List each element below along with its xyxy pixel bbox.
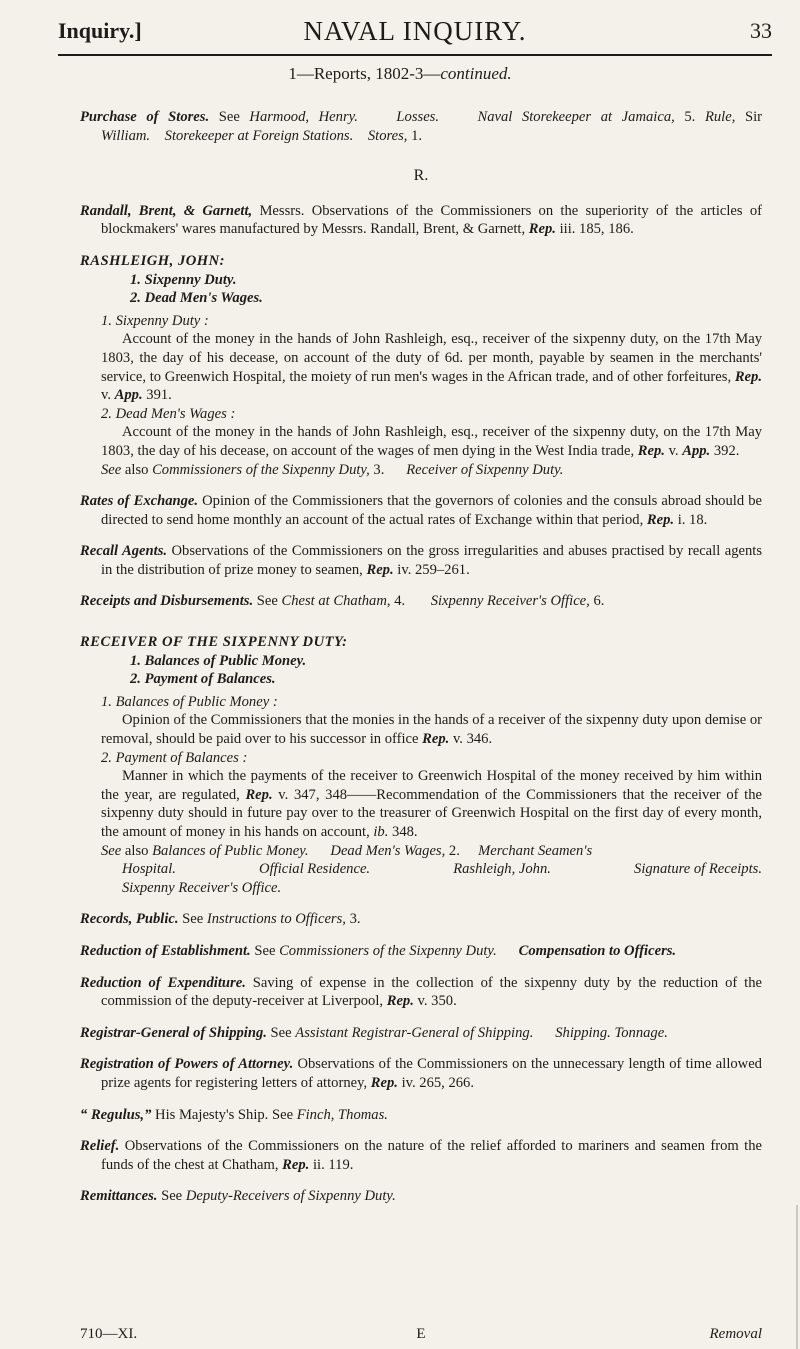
cross-reference: Sixpenny Receiver's Office, (430, 593, 590, 610)
see-text: See (101, 842, 122, 859)
subhead-italic: continued. (440, 64, 512, 83)
entry-receiver-heading (80, 633, 762, 652)
ref-number: 5. (674, 109, 696, 125)
see-also-line (80, 842, 762, 861)
section-subhead (0, 64, 800, 84)
header-rule (58, 54, 772, 56)
see-text: also (121, 461, 153, 478)
entry-recall-agents (80, 542, 762, 579)
rep-pages: 392. (710, 442, 740, 459)
entry-regulus (80, 1106, 762, 1125)
cross-reference: Tonnage. (614, 1024, 668, 1041)
cross-reference: Shipping. (555, 1024, 611, 1041)
cross-reference: William. (101, 127, 151, 144)
rep-volume: v. (664, 442, 683, 459)
catchword: Removal (709, 1326, 762, 1342)
see-text: See (250, 942, 280, 959)
entry-rates-of-exchange (80, 492, 762, 529)
entry-title: Registration of Powers of Attorney. (80, 1056, 294, 1073)
entry-randall (80, 202, 762, 239)
entry-text: Observations of the Commissioners on the gross irregularities and abuses practised by recall agents in the distribution of prize money to seamen, (101, 543, 762, 578)
app-ref: App. (682, 442, 711, 459)
index-body (80, 108, 762, 1206)
entry-title: Rates of Exchange. (80, 493, 199, 510)
see-text: See (253, 593, 282, 610)
cross-reference: Finch, Thomas. (296, 1106, 388, 1123)
entry-text: Manner in which the payments of the receiver to Greenwich Hospital of the money received by him within the year, are regulated, (101, 768, 762, 803)
rep-pages: ii. 119. (309, 1156, 354, 1173)
cross-reference: Hospital. (122, 861, 176, 878)
see-text: See (178, 911, 207, 928)
entry-title: Remittances. (80, 1188, 158, 1205)
see-also-line-continued (80, 860, 762, 879)
entry-text: Opinion of the Commissioners that the governors of colonies and the consuls abroad should be directed to send home monthly an account of the actual rates of Exchange within that period, (101, 493, 762, 528)
ref-number: 4. (390, 593, 406, 610)
entry-reduction-of-establishment (80, 942, 762, 961)
entry-title: Receipts and Disbursements. (80, 593, 254, 610)
cross-reference: Receiver of Sixpenny Duty. (406, 461, 564, 478)
ref-number: 3. (345, 911, 361, 928)
entry-title: Purchase of Stores. (80, 109, 210, 125)
entry-text: Observations of the Commissioners on the unnecessary length of time allowed prize agents for registering letters of attorney, (101, 1056, 762, 1091)
entry-text: Opinion of the Commissioners that the monies in the hands of a receiver of the sixpenny duty upon demise or removal, should be paid over to his successor in office (101, 712, 762, 748)
cross-reference: Storekeeper at Foreign Stations. (164, 127, 354, 144)
rep-pages: 348. (388, 824, 418, 840)
entry-title: Recall Agents. (80, 543, 168, 560)
entry-text: Account of the money in the hands of John Rashleigh, esq., receiver of the sixpenny duty, on the 17th May 1803, the day of his decease, on account of the wages of men dying in the West India trade, (101, 424, 762, 459)
cross-reference: Harmood, Henry. (249, 109, 358, 125)
cross-reference: Signature of Receipts. (634, 861, 762, 878)
cross-reference: Deputy-Receivers of Sixpenny Duty. (185, 1188, 396, 1205)
subsection-title: 2. Dead Men's Wages : (101, 405, 236, 422)
cross-reference: Assistant Registrar-General of Shipping. (295, 1024, 534, 1041)
subhead-prefix: 1—Reports, 1802-3— (288, 64, 441, 83)
entry-registration-of-powers (80, 1055, 762, 1092)
see-text: See (266, 1024, 296, 1041)
rep-pages: iv. 259–261. (393, 561, 470, 578)
rep-pages: 391. (142, 387, 172, 404)
signature-mark: E (416, 1326, 426, 1342)
rep-ref: Rep. (366, 561, 394, 578)
entry-registrar-general (80, 1024, 762, 1043)
cross-reference: Sixpenny Receiver's Office. (122, 879, 282, 896)
entry-title: “ Regulus,” (80, 1106, 152, 1123)
cross-reference: Dead Men's Wages, (330, 842, 446, 859)
rep-ref: Rep. (637, 442, 665, 459)
ref-number: 2. (445, 842, 460, 859)
subsection-text (80, 330, 762, 404)
cross-reference: Losses. (396, 109, 439, 125)
letter-heading: R. (413, 167, 429, 185)
see-text: See (209, 109, 250, 125)
entry-title: RECEIVER OF THE SIXPENNY DUTY: (80, 634, 348, 651)
cross-reference: Chest at Chatham, (281, 593, 391, 610)
rep-ref: Rep. (282, 1156, 310, 1173)
see-text: also (121, 842, 153, 859)
ref-number: 6. (589, 593, 605, 610)
entry-title: Reduction of Establishment. (80, 942, 251, 959)
subheading-list-item: 1. Sixpenny Duty. (130, 271, 237, 288)
rep-ref: Rep. (422, 731, 450, 748)
entry-reduction-of-expenditure (80, 974, 762, 1011)
binding-crease (796, 1205, 798, 1349)
cross-reference: Balances of Public Money. (152, 842, 309, 859)
rep-ref: Rep. (370, 1074, 398, 1091)
cross-reference: Rashleigh, John. (453, 861, 551, 878)
subheading-list-item: 1. Balances of Public Money. (130, 652, 307, 669)
entry-text: His Majesty's Ship. See (151, 1106, 297, 1123)
ref-number: 3. (369, 461, 385, 478)
rep-pages: iv. 265, 266. (397, 1074, 474, 1091)
subsection-title: 2. Payment of Balances : (101, 749, 248, 766)
rep-ref: Rep. (646, 511, 675, 528)
see-also-line (80, 461, 762, 480)
cross-reference: Official Residence. (259, 861, 371, 878)
entry-title: Reduction of Expenditure. (80, 974, 246, 991)
entry-title: RASHLEIGH, JOHN: (80, 252, 226, 269)
rep-ref: Rep. (386, 993, 414, 1010)
entry-text: Messrs. Observations of the Commissioners on the superiority of the articles of blockmakers' wares manufactured by Messrs. Randall, Brent, & Garnett, (101, 202, 763, 238)
subsection-text (80, 767, 762, 841)
entry-remittances (80, 1187, 762, 1206)
rep-ref: Rep. (528, 221, 556, 238)
subheading-list-item: 2. Payment of Balances. (130, 671, 276, 688)
cross-reference: Stores, (367, 127, 408, 144)
cross-reference: Commissioners of the Sixpenny Duty. (279, 942, 497, 959)
entry-records-public (80, 910, 762, 929)
see-text: See (157, 1188, 186, 1205)
entry-rashleigh-heading (80, 252, 762, 271)
ref-text: Sir (735, 109, 763, 125)
rep-pages: iii. 185, 186. (555, 221, 634, 238)
printer-mark: 710—XI. (80, 1326, 138, 1342)
cross-reference: Naval Storekeeper at Jamaica, (477, 109, 675, 125)
rep-pages: i. 18. (674, 511, 708, 528)
see-also-line-continued (80, 879, 762, 898)
ref-number: 1. (407, 127, 423, 144)
rep-pages: v. 350. (413, 993, 457, 1010)
rep-volume: v. (101, 387, 115, 404)
cross-reference: Merchant Seamen's (478, 842, 593, 859)
running-head-left: Inquiry.] (58, 18, 142, 43)
entry-title: Randall, Brent, & Garnett, (80, 202, 253, 219)
running-head-title: NAVAL INQUIRY. (303, 16, 527, 46)
rep-pages: v. 346. (449, 731, 493, 748)
rep-ref: Rep. (734, 368, 762, 385)
ibid-ref: ib. (373, 824, 389, 840)
cross-reference: Commissioners of the Sixpenny Duty, (152, 461, 370, 478)
cross-reference: Rule, (704, 109, 736, 125)
cross-reference: Instructions to Officers, (206, 911, 346, 928)
cross-reference: Compensation to Officers. (518, 942, 677, 959)
subsection-title: 1. Sixpenny Duty : (101, 312, 209, 329)
entry-text: Saving of expense in the collection of the sixpenny duty by the reduction of the commission of the deputy-receiver at Liverpool, (101, 974, 762, 1010)
app-ref: App. (114, 387, 143, 404)
entry-title: Records, Public. (80, 911, 179, 928)
entry-text: Observations of the Commissioners on the nature of the relief afforded to mariners and seamen from the funds of the chest at Chatham, (101, 1138, 762, 1173)
subsection-text (80, 711, 762, 748)
subsection-text (80, 423, 762, 460)
running-head (58, 14, 772, 46)
subheading-list-item: 2. Dead Men's Wages. (130, 290, 263, 307)
rep-ref: Rep. (245, 786, 273, 803)
page-number: 33 (750, 18, 772, 43)
entry-purchase-of-stores (80, 108, 762, 145)
entry-title: Relief. (80, 1138, 120, 1155)
entry-receipts (80, 592, 762, 611)
entry-text: v. 347, 348——Recommendation of the Commissioners that the receiver of the sixpenny duty should in future pay over to the treasurer of Greenwich Hospital on the first day of every month, the amount of money in his hands on account, (101, 786, 762, 840)
see-text: See (101, 461, 122, 478)
entry-title: Registrar-General of Shipping. (80, 1024, 267, 1041)
entry-text: Account of the money in the hands of John Rashleigh, esq., receiver of the sixpenny duty, on the 17th May 1803, the day of his decease, on account of the duty of 6d. per month, payable by seamen in the merchants' service, to Greenwich Hospital, the moiety of run men's wages in the African trade, and of other forfeitures, (101, 331, 762, 385)
entry-relief (80, 1137, 762, 1174)
subsection-title: 1. Balances of Public Money : (101, 693, 278, 710)
